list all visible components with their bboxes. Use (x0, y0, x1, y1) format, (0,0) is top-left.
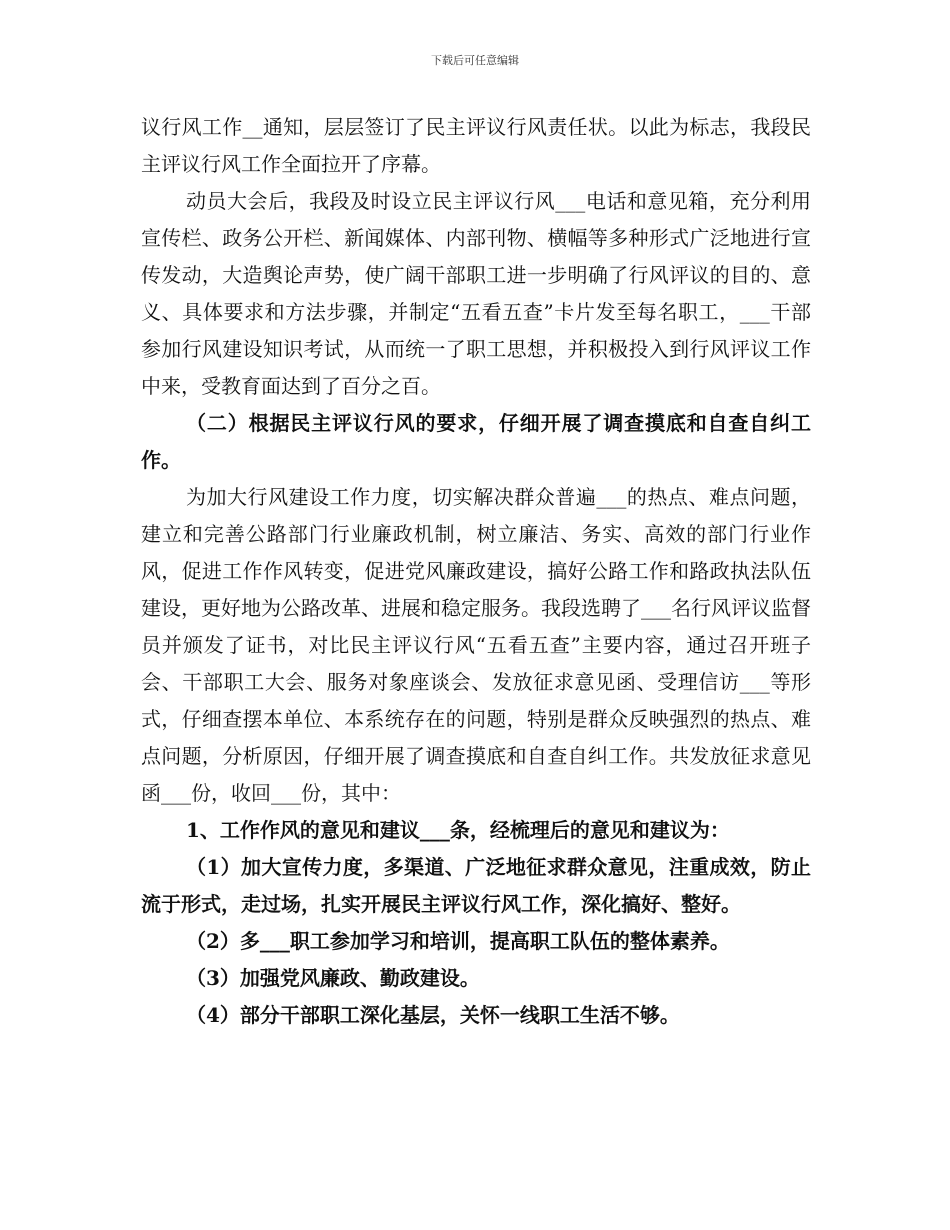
page-header: 下载后可任意编辑 (431, 54, 519, 67)
list-item-4: （4）部分干部职工深化基层，关怀一线职工生活不够。 (186, 1003, 680, 1027)
paragraph-investigation: 为加大行风建设工作力度，切实解决群众普遍___的热点、难点问题，建立和完善公路部门行业廉政机制，树立廉洁、务实、高效的部门行业作风，促进工作作风转变，促进党风廉政建设，搞好公路工作和路政执法队伍建设，更好地为公路改革、进展和稳定服务。我段选聘了___名行风评议监督员并颁发了证书，对比民主评议行风“五看五查”主要内容，通过召开班子会、干部职工大会、服务对象座谈会、发放征求意见函、受理信访___等形式，仔细查摆本单位、本系统存在的问题，特别是群众反映强烈的热点、难点问题，分析原因，仔细开展了调查摸底和自查自纠工作。共发放征求意见函___份，收回___份，其中： (141, 485, 811, 805)
list-item-1: （1）加大宣传力度，多渠道、广泛地征求群众意见，注重成效，防止流于形式，走过场，扎实开展民主评议行风工作，深化搞好、整好。 (141, 855, 811, 916)
document-body (141, 109, 811, 1034)
paragraph-mobilization: 动员大会后，我段及时设立民主评议行风___电话和意见箱，充分利用宣传栏、政务公开栏、新闻媒体、内部刊物、横幅等多种形式广泛地进行宣传发动，大造舆论声势，使广阔干部职工进一步明确了行风评议的目的、意义、具体要求和方法步骤，并制定“五看五查”卡片发至每名职工，___干部参加行风建设知识考试，从而统一了职工思想，并积极投入到行风评议工作中来，受教育面达到了百分之百。 (141, 189, 811, 398)
list-heading-work-style: 1、工作作风的意见和建议___条，经梳理后的意见和建议为： (186, 818, 730, 842)
list-item-3: （3）加强党风廉政、勤政建设。 (186, 966, 480, 990)
section-heading-two: （二）根据民主评议行风的要求，仔细开展了调查摸底和自查自纠工作。 (141, 411, 811, 472)
list-item-2: （2）多___职工参加学习和培训，提高职工队伍的整体素养。 (186, 929, 730, 953)
paragraph-continuation: 议行风工作__通知，层层签订了民主评议行风责任状。以此为标志，我段民主评议行风工作全面拉开了序幕。 (141, 115, 811, 176)
